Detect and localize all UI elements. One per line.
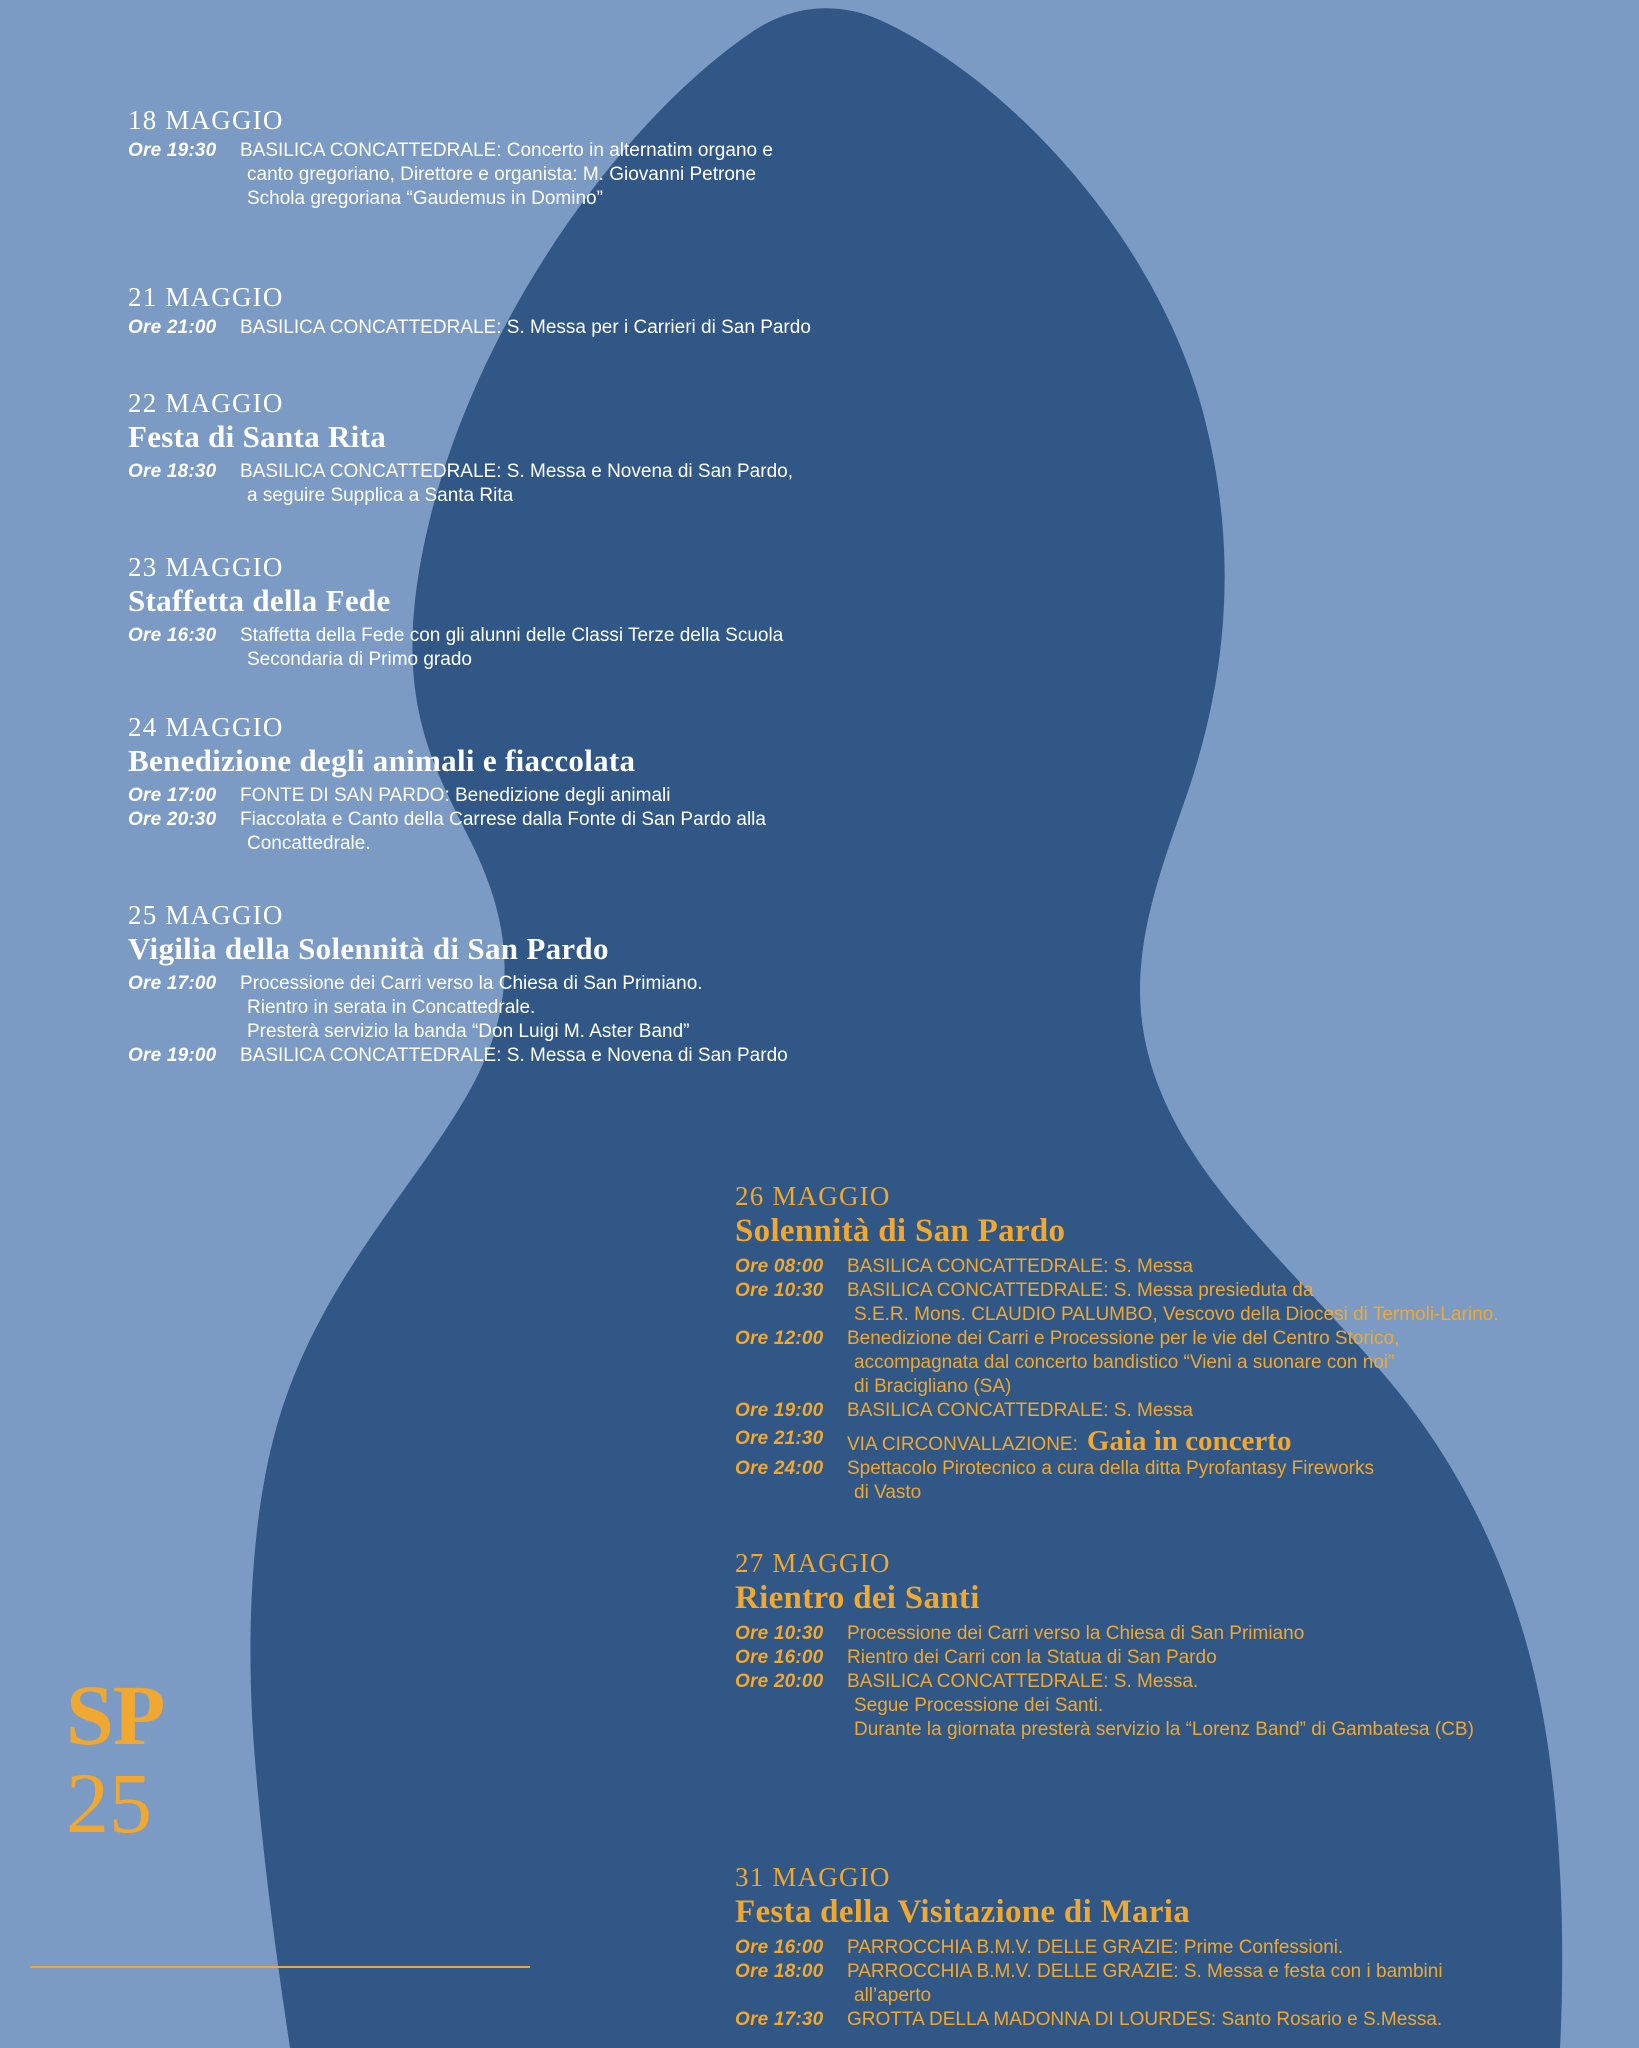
day-entries: [128, 460, 793, 508]
entry-extra-line: Durante la giornata presterà servizio la “Lorenz Band” di Gambatesa (CB): [854, 1718, 1474, 1740]
day-date: 27 MAGGIO: [735, 1548, 891, 1578]
entry-description: Benedizione dei Carri e Processione per le vie del Centro Storico,: [847, 1327, 1400, 1349]
schedule-entry: [128, 808, 766, 832]
entry-extra-line: Concattedrale.: [247, 832, 371, 854]
entry-description: Processione dei Carri verso la Chiesa di San Primiano.: [240, 972, 703, 994]
entry-extra-line: Secondaria di Primo grado: [247, 648, 472, 670]
entry-extra-line: S.E.R. Mons. CLAUDIO PALUMBO, Vescovo della Diocesi di Termoli-Larino.: [854, 1304, 1499, 1326]
entry-hour: Ore 10:30: [735, 1280, 824, 1302]
day-entries: [128, 784, 766, 856]
entry-description: VIA CIRCONVALLAZIONE:: [847, 1433, 1078, 1455]
gold-divider-line: [30, 1966, 530, 1968]
entry-hour: Ore 17:00: [128, 784, 217, 806]
schedule-entry: [735, 1457, 1498, 1481]
day-title: Solennità di San Pardo: [735, 1213, 1066, 1250]
entry-hour: Ore 16:30: [128, 624, 217, 646]
day-title: Benedizione degli animali e fiaccolata: [128, 743, 636, 779]
schedule-entry: [128, 460, 793, 484]
entry-hour: Ore 21:00: [128, 317, 217, 339]
day-date: 31 MAGGIO: [735, 1862, 891, 1892]
day-entries: [735, 1622, 1474, 1742]
program-day-26-maggio: [735, 1181, 1498, 1505]
day-date: 21 MAGGIO: [128, 282, 284, 312]
entry-description: BASILICA CONCATTEDRALE: S. Messa: [847, 1399, 1193, 1421]
schedule-entry: [735, 1646, 1474, 1670]
entry-hour: Ore 18:30: [128, 460, 217, 482]
program-day-22-maggio: [128, 388, 793, 508]
entry-extra-line: Rientro in serata in Concattedrale.: [247, 996, 536, 1018]
entry-description: FONTE DI SAN PARDO: Benedizione degli animali: [240, 784, 671, 806]
entry-description: BASILICA CONCATTEDRALE: Concerto in alternatim organo e: [240, 140, 773, 162]
day-title: Festa della Visitazione di Maria: [735, 1894, 1191, 1931]
program-day-24-maggio: [128, 712, 766, 856]
day-entries: [128, 139, 773, 211]
schedule-entry: [735, 1936, 1443, 1960]
entry-description: Staffetta della Fede con gli alunni delle Classi Terze della Scuola: [240, 624, 784, 646]
entry-hour: Ore 19:30: [128, 140, 217, 162]
entry-extra-line: di Bracigliano (SA): [854, 1375, 1012, 1397]
program-day-21-maggio: [128, 282, 811, 340]
schedule-entry: [735, 1960, 1443, 1984]
day-date: 23 MAGGIO: [128, 552, 284, 582]
entry-extra-line: Segue Processione dei Santi.: [854, 1694, 1104, 1716]
entry-description: Spettacolo Pirotecnico a cura della ditta Pyrofantasy Fireworks: [847, 1457, 1374, 1479]
day-title: Vigilia della Solennità di San Pardo: [128, 931, 609, 967]
schedule-entry: [735, 1255, 1498, 1279]
entry-description: BASILICA CONCATTEDRALE: S. Messa e Novena di San Pardo: [240, 1044, 788, 1066]
entry-extra-line: canto gregoriano, Direttore e organista: M. Giovanni Petrone: [247, 164, 757, 186]
schedule-entry: [735, 2008, 1443, 2032]
entry-hour: Ore 19:00: [128, 1044, 217, 1066]
entry-description: GROTTA DELLA MADONNA DI LOURDES: Santo Rosario e S.Messa.: [847, 2008, 1443, 2030]
day-entries: [735, 1255, 1498, 1504]
schedule-entry: [735, 1399, 1498, 1423]
day-date: 26 MAGGIO: [735, 1181, 891, 1211]
logo-year: 25: [66, 1755, 152, 1852]
entry-extra-line: di Vasto: [854, 1481, 922, 1503]
program-day-31-maggio: [735, 1862, 1443, 2032]
program-day-18-maggio: [128, 105, 773, 211]
day-title: Festa di Santa Rita: [128, 419, 387, 455]
day-entries: [128, 972, 788, 1068]
day-entries: [128, 316, 811, 340]
schedule-entry: [128, 972, 788, 996]
entry-hour: Ore 20:00: [735, 1671, 824, 1693]
schedule-entry: [128, 624, 783, 648]
day-title: Rientro dei Santi: [735, 1580, 980, 1617]
logo-initials: SP: [66, 1667, 165, 1763]
entry-description: BASILICA CONCATTEDRALE: S. Messa: [847, 1256, 1193, 1278]
entry-description: BASILICA CONCATTEDRALE: S. Messa e Novena di San Pardo,: [240, 460, 793, 482]
entry-description: BASILICA CONCATTEDRALE: S. Messa.: [847, 1671, 1199, 1693]
schedule-entry: [128, 1044, 788, 1068]
entry-description: PARROCCHIA B.M.V. DELLE GRAZIE: S. Messa e festa con i bambini: [847, 1961, 1443, 1983]
schedule-entry: [735, 1622, 1474, 1646]
schedule-entry: [735, 1279, 1498, 1303]
entry-hour: Ore 19:00: [735, 1399, 824, 1421]
entry-hour: Ore 12:00: [735, 1327, 824, 1349]
entry-description: Fiaccolata e Canto della Carrese dalla Fonte di San Pardo alla: [240, 808, 766, 830]
entry-description: Processione dei Carri verso la Chiesa di San Primiano: [847, 1623, 1305, 1645]
entry-hour: Ore 24:00: [735, 1457, 824, 1479]
program-day-27-maggio: [735, 1548, 1474, 1742]
entry-hour: Ore 21:30: [735, 1427, 824, 1449]
schedule-entry: [128, 316, 811, 340]
schedule-entry-concert: [735, 1424, 1498, 1457]
program-day-23-maggio: [128, 552, 783, 672]
schedule-entry: [128, 784, 766, 808]
entry-description: PARROCCHIA B.M.V. DELLE GRAZIE: Prime Confessioni.: [847, 1937, 1344, 1959]
entry-extra-line: Schola gregoriana “Gaudemus in Domino”: [247, 188, 603, 210]
entry-extra-line: accompagnata dal concerto bandistico “Vieni a suonare con noi”: [854, 1351, 1395, 1373]
day-entries: [735, 1936, 1443, 2032]
entry-description: BASILICA CONCATTEDRALE: S. Messa per i Carrieri di San Pardo: [240, 317, 811, 339]
entry-hour: Ore 17:30: [735, 2008, 824, 2030]
entry-extra-line: a seguire Supplica a Santa Rita: [247, 484, 514, 506]
schedule-entry: [735, 1327, 1498, 1351]
entry-hour: Ore 20:30: [128, 808, 217, 830]
entry-hour: Ore 10:30: [735, 1623, 824, 1645]
concert-headline: Gaia in concerto: [1086, 1424, 1292, 1457]
schedule-entry: [128, 139, 773, 163]
entry-hour: Ore 16:00: [735, 1937, 824, 1959]
entry-extra-line: all’aperto: [854, 1985, 932, 2007]
day-title: Staffetta della Fede: [128, 583, 391, 619]
logo-sp25: [66, 1667, 165, 1852]
entry-description: BASILICA CONCATTEDRALE: S. Messa presieduta da: [847, 1280, 1314, 1302]
day-date: 22 MAGGIO: [128, 388, 284, 418]
day-date: 24 MAGGIO: [128, 712, 284, 742]
schedule-entry: [735, 1670, 1474, 1694]
day-entries: [128, 624, 783, 672]
entry-hour: Ore 16:00: [735, 1647, 824, 1669]
entry-hour: Ore 08:00: [735, 1256, 824, 1278]
entry-hour: Ore 17:00: [128, 972, 217, 994]
day-date: 18 MAGGIO: [128, 105, 284, 135]
program-day-25-maggio: [128, 900, 788, 1068]
day-date: 25 MAGGIO: [128, 900, 284, 930]
entry-hour: Ore 18:00: [735, 1961, 824, 1983]
entry-extra-line: Presterà servizio la banda “Don Luigi M. Aster Band”: [247, 1020, 690, 1042]
entry-description: Rientro dei Carri con la Statua di San Pardo: [847, 1647, 1217, 1669]
